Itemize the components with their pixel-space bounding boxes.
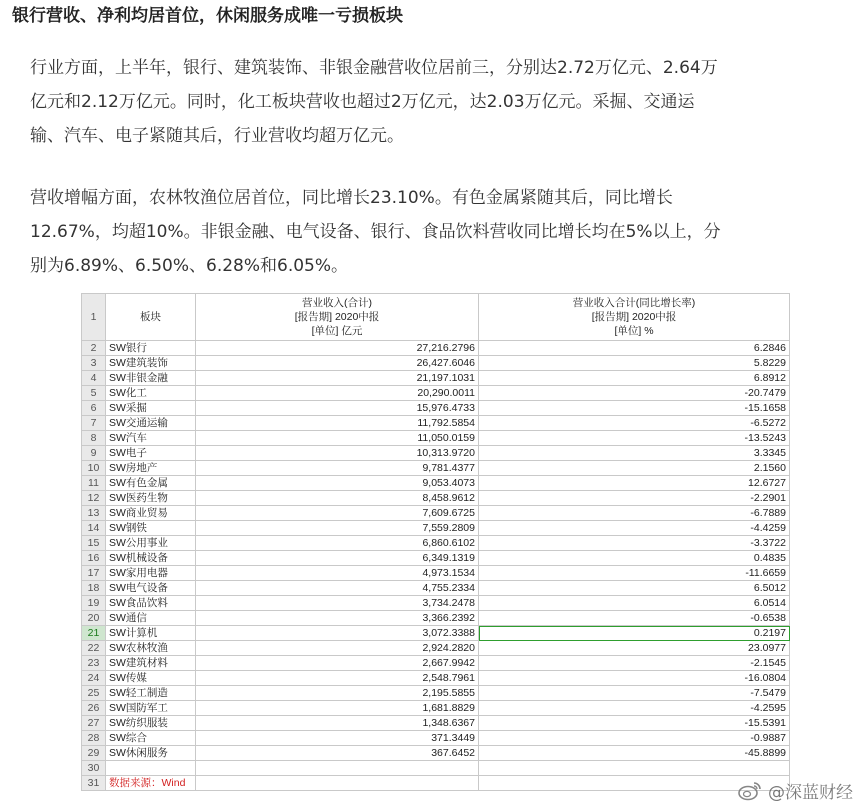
row-number: 24: [82, 671, 106, 686]
table-row: [82, 701, 790, 716]
table-row: [82, 386, 790, 401]
table-row: [82, 416, 790, 431]
growth-cell: 0.2197: [479, 626, 790, 641]
revenue-cell: 10,313.9720: [196, 446, 479, 461]
sector-cell: SW纺织服装: [106, 716, 196, 731]
table-row-source: [82, 776, 790, 791]
revenue-cell: 9,053.4073: [196, 476, 479, 491]
table-row: [82, 446, 790, 461]
table-row: [82, 521, 790, 536]
sector-cell: SW综合: [106, 731, 196, 746]
growth-cell: -7.5479: [479, 686, 790, 701]
row-number: 26: [82, 701, 106, 716]
sector-cell: SW休闲服务: [106, 746, 196, 761]
revenue-cell: 4,755.2334: [196, 581, 479, 596]
revenue-cell: 2,924.2820: [196, 641, 479, 656]
growth-cell: 2.1560: [479, 461, 790, 476]
row-number: 21: [82, 626, 106, 641]
growth-cell: 3.3345: [479, 446, 790, 461]
sector-revenue-table: [81, 293, 790, 791]
table-row: [82, 671, 790, 686]
growth-cell: 23.0977: [479, 641, 790, 656]
empty-cell: [196, 776, 479, 791]
row-number: 2: [82, 341, 106, 356]
sector-cell: SW国防军工: [106, 701, 196, 716]
row-number: 5: [82, 386, 106, 401]
row-number: 4: [82, 371, 106, 386]
revenue-cell: 1,681.8829: [196, 701, 479, 716]
sector-cell: SW化工: [106, 386, 196, 401]
revenue-cell: 3,734.2478: [196, 596, 479, 611]
table-row: [82, 611, 790, 626]
sector-cell: SW钢铁: [106, 521, 196, 536]
growth-cell: 6.2846: [479, 341, 790, 356]
header-revenue-line: 营业收入(合计): [302, 297, 372, 309]
sector-cell: SW汽车: [106, 431, 196, 446]
growth-cell: -6.7889: [479, 506, 790, 521]
table-row: [82, 536, 790, 551]
growth-cell: -2.1545: [479, 656, 790, 671]
table-row: [82, 731, 790, 746]
row-number: 11: [82, 476, 106, 491]
growth-cell: -13.5243: [479, 431, 790, 446]
table-row: [82, 656, 790, 671]
row-number: 31: [82, 776, 106, 791]
revenue-cell: 11,050.0159: [196, 431, 479, 446]
revenue-cell: 2,195.5855: [196, 686, 479, 701]
row-number: 17: [82, 566, 106, 581]
sector-cell: SW交通运输: [106, 416, 196, 431]
table-row: [82, 341, 790, 356]
sector-cell: SW建筑装饰: [106, 356, 196, 371]
table-row: [82, 641, 790, 656]
table-row-empty: [82, 761, 790, 776]
table-row: [82, 506, 790, 521]
row-number: 3: [82, 356, 106, 371]
row-number: 20: [82, 611, 106, 626]
row-number: 7: [82, 416, 106, 431]
sector-cell: SW有色金属: [106, 476, 196, 491]
table-row: [82, 566, 790, 581]
growth-cell: 6.0514: [479, 596, 790, 611]
table-row: [82, 551, 790, 566]
growth-cell: -3.3722: [479, 536, 790, 551]
sector-cell: SW公用事业: [106, 536, 196, 551]
table-row: [82, 626, 790, 641]
sector-cell: SW传媒: [106, 671, 196, 686]
revenue-cell: 8,458.9612: [196, 491, 479, 506]
row-number: 25: [82, 686, 106, 701]
revenue-cell: 9,781.4377: [196, 461, 479, 476]
growth-cell: -4.2595: [479, 701, 790, 716]
growth-cell: 0.4835: [479, 551, 790, 566]
growth-cell: 6.5012: [479, 581, 790, 596]
row-number: 8: [82, 431, 106, 446]
empty-cell: [196, 761, 479, 776]
header-revenue-line: [报告期] 2020中报: [294, 311, 380, 323]
revenue-cell: 20,290.0011: [196, 386, 479, 401]
revenue-cell: 371.3449: [196, 731, 479, 746]
sector-cell: SW家用电器: [106, 566, 196, 581]
revenue-cell: 3,072.3388: [196, 626, 479, 641]
revenue-cell: 6,349.1319: [196, 551, 479, 566]
sector-cell: SW机械设备: [106, 551, 196, 566]
growth-cell: -4.4259: [479, 521, 790, 536]
weibo-icon: [738, 781, 762, 801]
header-revenue-line: [单位] 亿元: [311, 325, 363, 337]
row-number: 10: [82, 461, 106, 476]
row-number: 16: [82, 551, 106, 566]
growth-cell: -15.1658: [479, 401, 790, 416]
revenue-cell: 26,427.6046: [196, 356, 479, 371]
table-row: [82, 461, 790, 476]
header-growth-line: 营业收入合计(同比增长率): [572, 297, 696, 309]
row-number: 6: [82, 401, 106, 416]
table-row: [82, 371, 790, 386]
revenue-cell: 1,348.6367: [196, 716, 479, 731]
source-note: 数据来源：Wind: [106, 776, 196, 791]
growth-cell: -15.5391: [479, 716, 790, 731]
empty-cell: [106, 761, 196, 776]
growth-cell: -11.6659: [479, 566, 790, 581]
paragraph-revenue-growth: 营收增幅方面，农林牧渔位居首位，同比增长23.10%。有色金属紧随其后，同比增长 12.67%，均超10%。非银金融、电气设备、银行、食品饮料营收同比增长均在5%以上，分 别为6.89%、6.50%、6.28%和6.05%。: [30, 188, 721, 276]
growth-cell: -16.0804: [479, 671, 790, 686]
sector-cell: SW轻工制造: [106, 686, 196, 701]
row-number: 29: [82, 746, 106, 761]
table-row: [82, 431, 790, 446]
table-row: [82, 476, 790, 491]
row-number: 15: [82, 536, 106, 551]
sector-cell: SW食品饮料: [106, 596, 196, 611]
table-row: [82, 401, 790, 416]
growth-cell: 12.6727: [479, 476, 790, 491]
sector-cell: SW采掘: [106, 401, 196, 416]
table-row: [82, 686, 790, 701]
revenue-cell: 7,559.2809: [196, 521, 479, 536]
revenue-cell: 2,548.7961: [196, 671, 479, 686]
row-number: 23: [82, 656, 106, 671]
growth-cell: -0.6538: [479, 611, 790, 626]
table-row: [82, 746, 790, 761]
row-number: 19: [82, 596, 106, 611]
row-number: 14: [82, 521, 106, 536]
row-number: 27: [82, 716, 106, 731]
table-row: [82, 581, 790, 596]
table-header-row: [82, 294, 790, 341]
sector-cell: SW房地产: [106, 461, 196, 476]
growth-cell: 5.8229: [479, 356, 790, 371]
header-revenue: [196, 294, 479, 341]
paragraph-industry-revenue: 行业方面，上半年，银行、建筑装饰、非银金融营收位居前三，分别达2.72万亿元、2.64万 亿元和2.12万亿元。同时，化工板块营收也超过2万亿元，达2.03万亿元。采掘、交通运 输、汽车、电子紧随其后，行业营收均超万亿元。: [30, 58, 718, 146]
table-row: [82, 491, 790, 506]
sector-cell: SW计算机: [106, 626, 196, 641]
header-growth-line: [单位] %: [614, 325, 654, 337]
watermark-text: @深蓝财经: [768, 783, 853, 803]
revenue-cell: 6,860.6102: [196, 536, 479, 551]
revenue-cell: 4,973.1534: [196, 566, 479, 581]
empty-cell: [479, 761, 790, 776]
growth-cell: -45.8899: [479, 746, 790, 761]
spreadsheet-screenshot: [81, 293, 789, 796]
sector-cell: SW非银金融: [106, 371, 196, 386]
revenue-cell: 7,609.6725: [196, 506, 479, 521]
row-number: 13: [82, 506, 106, 521]
revenue-cell: 3,366.2392: [196, 611, 479, 626]
growth-cell: -20.7479: [479, 386, 790, 401]
row-number: 30: [82, 761, 106, 776]
row-number: 22: [82, 641, 106, 656]
growth-cell: -6.5272: [479, 416, 790, 431]
revenue-cell: 21,197.1031: [196, 371, 479, 386]
header-sector: 板块: [106, 294, 196, 341]
growth-cell: -0.9887: [479, 731, 790, 746]
sector-cell: SW银行: [106, 341, 196, 356]
revenue-cell: 367.6452: [196, 746, 479, 761]
table-row: [82, 716, 790, 731]
row-number: 28: [82, 731, 106, 746]
table-row: [82, 596, 790, 611]
sector-cell: SW电气设备: [106, 581, 196, 596]
row-number: 9: [82, 446, 106, 461]
growth-cell: 6.8912: [479, 371, 790, 386]
row-number: 12: [82, 491, 106, 506]
sector-cell: SW医药生物: [106, 491, 196, 506]
sector-cell: SW通信: [106, 611, 196, 626]
sector-cell: SW农林牧渔: [106, 641, 196, 656]
header-growth-line: [报告期] 2020中报: [591, 311, 677, 323]
revenue-cell: 27,216.2796: [196, 341, 479, 356]
sector-cell: SW商业贸易: [106, 506, 196, 521]
revenue-cell: 2,667.9942: [196, 656, 479, 671]
row-number: 18: [82, 581, 106, 596]
revenue-cell: 11,792.5854: [196, 416, 479, 431]
revenue-cell: 15,976.4733: [196, 401, 479, 416]
sector-cell: SW建筑材料: [106, 656, 196, 671]
table-row: [82, 356, 790, 371]
sector-cell: SW电子: [106, 446, 196, 461]
growth-cell: -2.2901: [479, 491, 790, 506]
row-number: 1: [82, 294, 106, 341]
weibo-watermark: [738, 778, 853, 803]
header-growth: [479, 294, 790, 341]
article-headline: 银行营收、净利均居首位，休闲服务成唯一亏损板块: [12, 6, 403, 26]
